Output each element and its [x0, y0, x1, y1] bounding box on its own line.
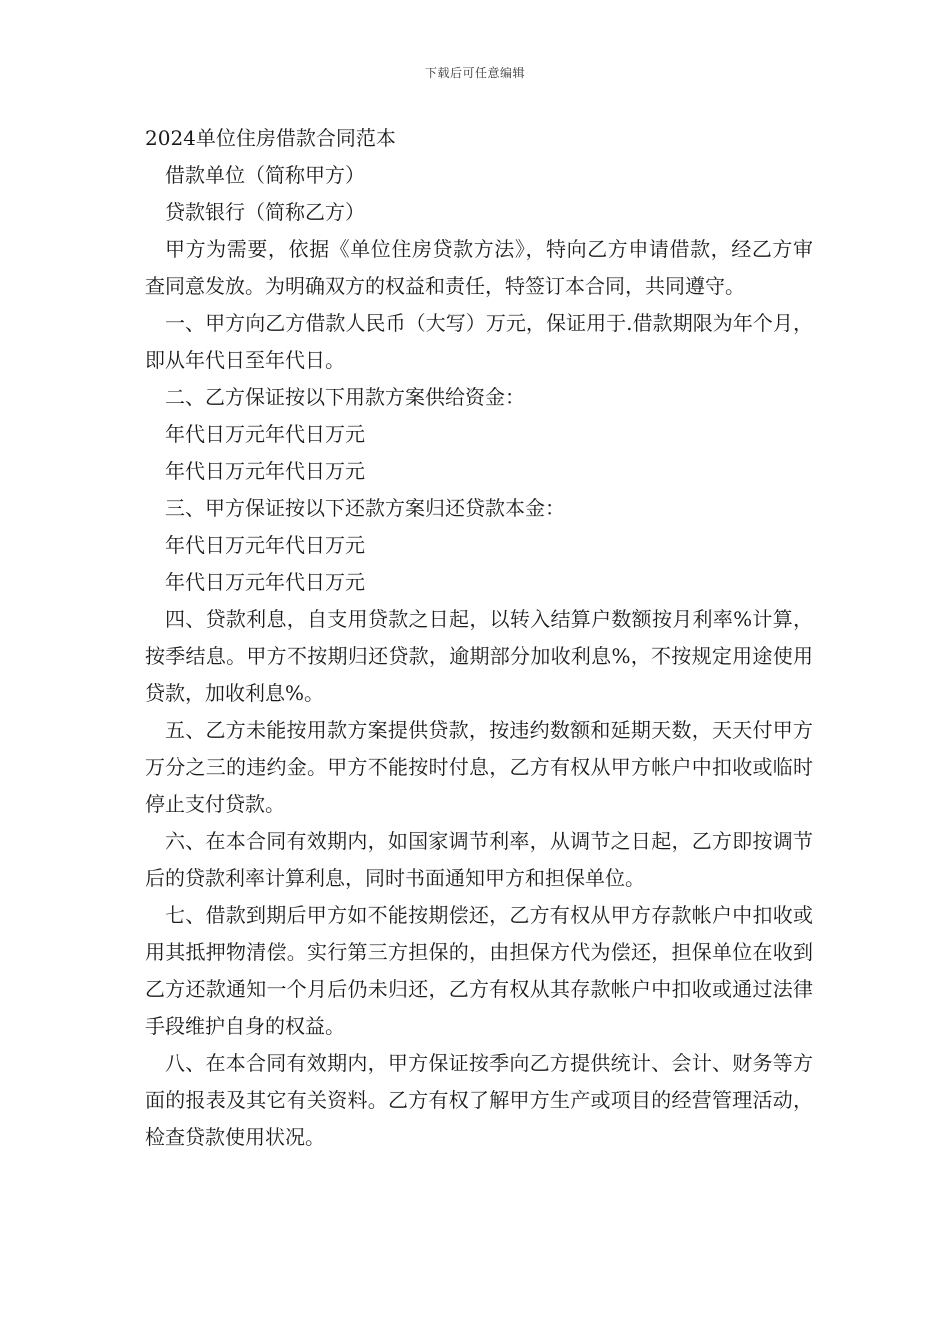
paragraph-schedule-line: 年代日万元年代日万元 — [165, 533, 365, 557]
paragraph-borrower: 借款单位（简称甲方） — [165, 163, 365, 187]
paragraph-clause-1: 一、甲方向乙方借款人民币（大写）万元，保证用于.借款期限为年个月，即从年代日至年代日。 — [145, 311, 813, 372]
paragraph-schedule-line: 年代日万元年代日万元 — [165, 422, 365, 446]
paragraph-clause-6: 六、在本合同有效期内，如国家调节利率，从调节之日起，乙方即按调节后的贷款利率计算利息，同时书面通知甲方和担保单位。 — [145, 829, 813, 890]
paragraph-clause-2: 二、乙方保证按以下用款方案供给资金： — [165, 385, 525, 409]
paragraph-clause-4: 四、贷款利息，自支用贷款之日起，以转入结算户数额按月利率%计算，按季结息。甲方不按期归还贷款，逾期部分加收利息%，不按规定用途使用贷款，加收利息%。 — [145, 607, 813, 705]
paragraph-clause-7: 七、借款到期后甲方如不能按期偿还，乙方有权从甲方存款帐户中扣收或用其抵押物清偿。实行第三方担保的，由担保方代为偿还，担保单位在收到乙方还款通知一个月后仍未归还，乙方有权从其存款帐户中扣收或通过法律手段维护自身的权益。 — [145, 903, 813, 1038]
paragraph-clause-5: 五、乙方未能按用款方案提供贷款，按违约数额和延期天数，天天付甲方万分之三的违约金。甲方不能按时付息，乙方有权从甲方帐户中扣收或临时停止支付贷款。 — [145, 718, 813, 816]
paragraph-clause-8: 八、在本合同有效期内，甲方保证按季向乙方提供统计、会计、财务等方面的报表及其它有关资料。乙方有权了解甲方生产或项目的经营管理活动，检查贷款使用状况。 — [145, 1051, 813, 1149]
paragraph-lender: 贷款银行（简称乙方） — [165, 200, 365, 224]
paragraph-schedule-line: 年代日万元年代日万元 — [165, 570, 365, 594]
paragraph-preamble: 甲方为需要，依据《单位住房贷款方法》，特向乙方申请借款，经乙方审查同意发放。为明确双方的权益和责任，特签订本合同，共同遵守。 — [145, 237, 813, 298]
paragraph-schedule-line: 年代日万元年代日万元 — [165, 459, 365, 483]
header-note: 下载后可任意编辑 — [424, 66, 525, 80]
document-title: 2024单位住房借款合同范本 — [145, 126, 396, 150]
document-body — [145, 120, 813, 1156]
paragraph-clause-3: 三、甲方保证按以下还款方案归还贷款本金： — [165, 496, 565, 520]
